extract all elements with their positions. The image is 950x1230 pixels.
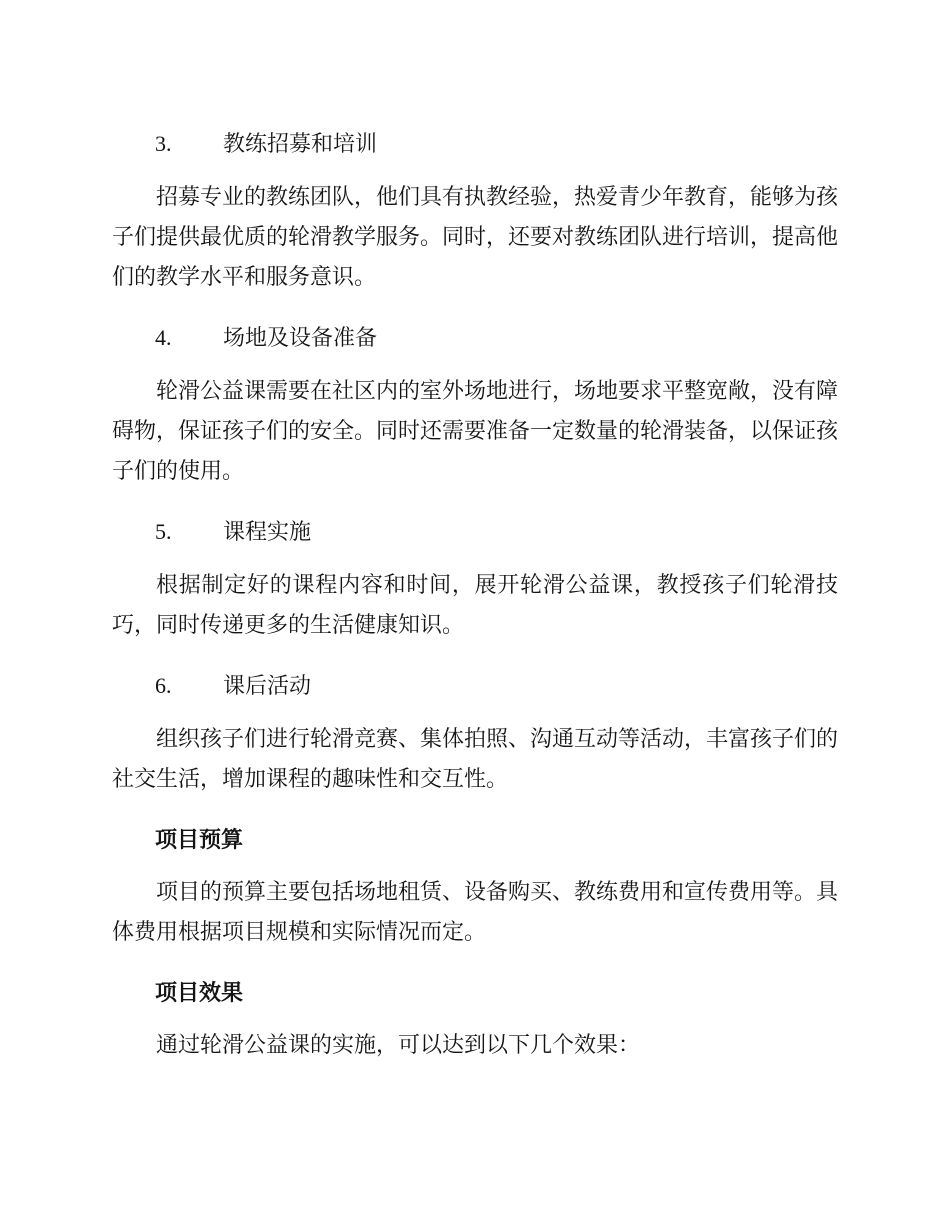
body-paragraph: 轮滑公益课需要在社区内的室外场地进行，场地要求平整宽敞，没有障碍物，保证孩子们的安全。同时还需要准备一定数量的轮滑装备，以保证孩子们的使用。	[112, 379, 839, 484]
body-paragraph: 招募专业的教练团队，他们具有执教经验，热爱青少年教育，能够为孩子们提供最优质的轮滑教学服务。同时，还要对教练团队进行培训，提高他们的教学水平和服务意识。	[112, 185, 839, 290]
list-number: 3.	[155, 131, 172, 156]
list-number: 4.	[155, 325, 172, 350]
list-number: 6.	[155, 673, 172, 698]
body-paragraph: 组织孩子们进行轮滑竞赛、集体拍照、沟通互动等活动，丰富孩子们的社交生活，增加课程的趣味性和交互性。	[112, 727, 839, 792]
list-item-title: 场地及设备准备	[223, 326, 378, 351]
section-heading-budget: 项目预算	[155, 827, 244, 853]
section-heading-effect: 项目效果	[155, 980, 244, 1006]
body-paragraph: 项目的预算主要包括场地租赁、设备购买、教练费用和宣传费用等。具体费用根据项目规模和实际情况而定。	[112, 880, 839, 945]
body-paragraph: 通过轮滑公益课的实施，可以达到以下几个效果：	[156, 1033, 641, 1058]
list-item-heading-4	[112, 318, 838, 359]
list-item-heading-6	[112, 666, 838, 707]
body-paragraph: 根据制定好的课程内容和时间，展开轮滑公益课，教授孩子们轮滑技巧，同时传递更多的生活健康知识。	[112, 573, 838, 638]
list-item-title: 教练招募和培训	[223, 132, 378, 157]
list-item-title: 课后活动	[223, 674, 312, 699]
list-item-heading-5	[112, 512, 838, 553]
list-item-heading-3	[112, 124, 838, 165]
list-number: 5.	[155, 519, 172, 544]
list-item-title: 课程实施	[223, 520, 312, 545]
